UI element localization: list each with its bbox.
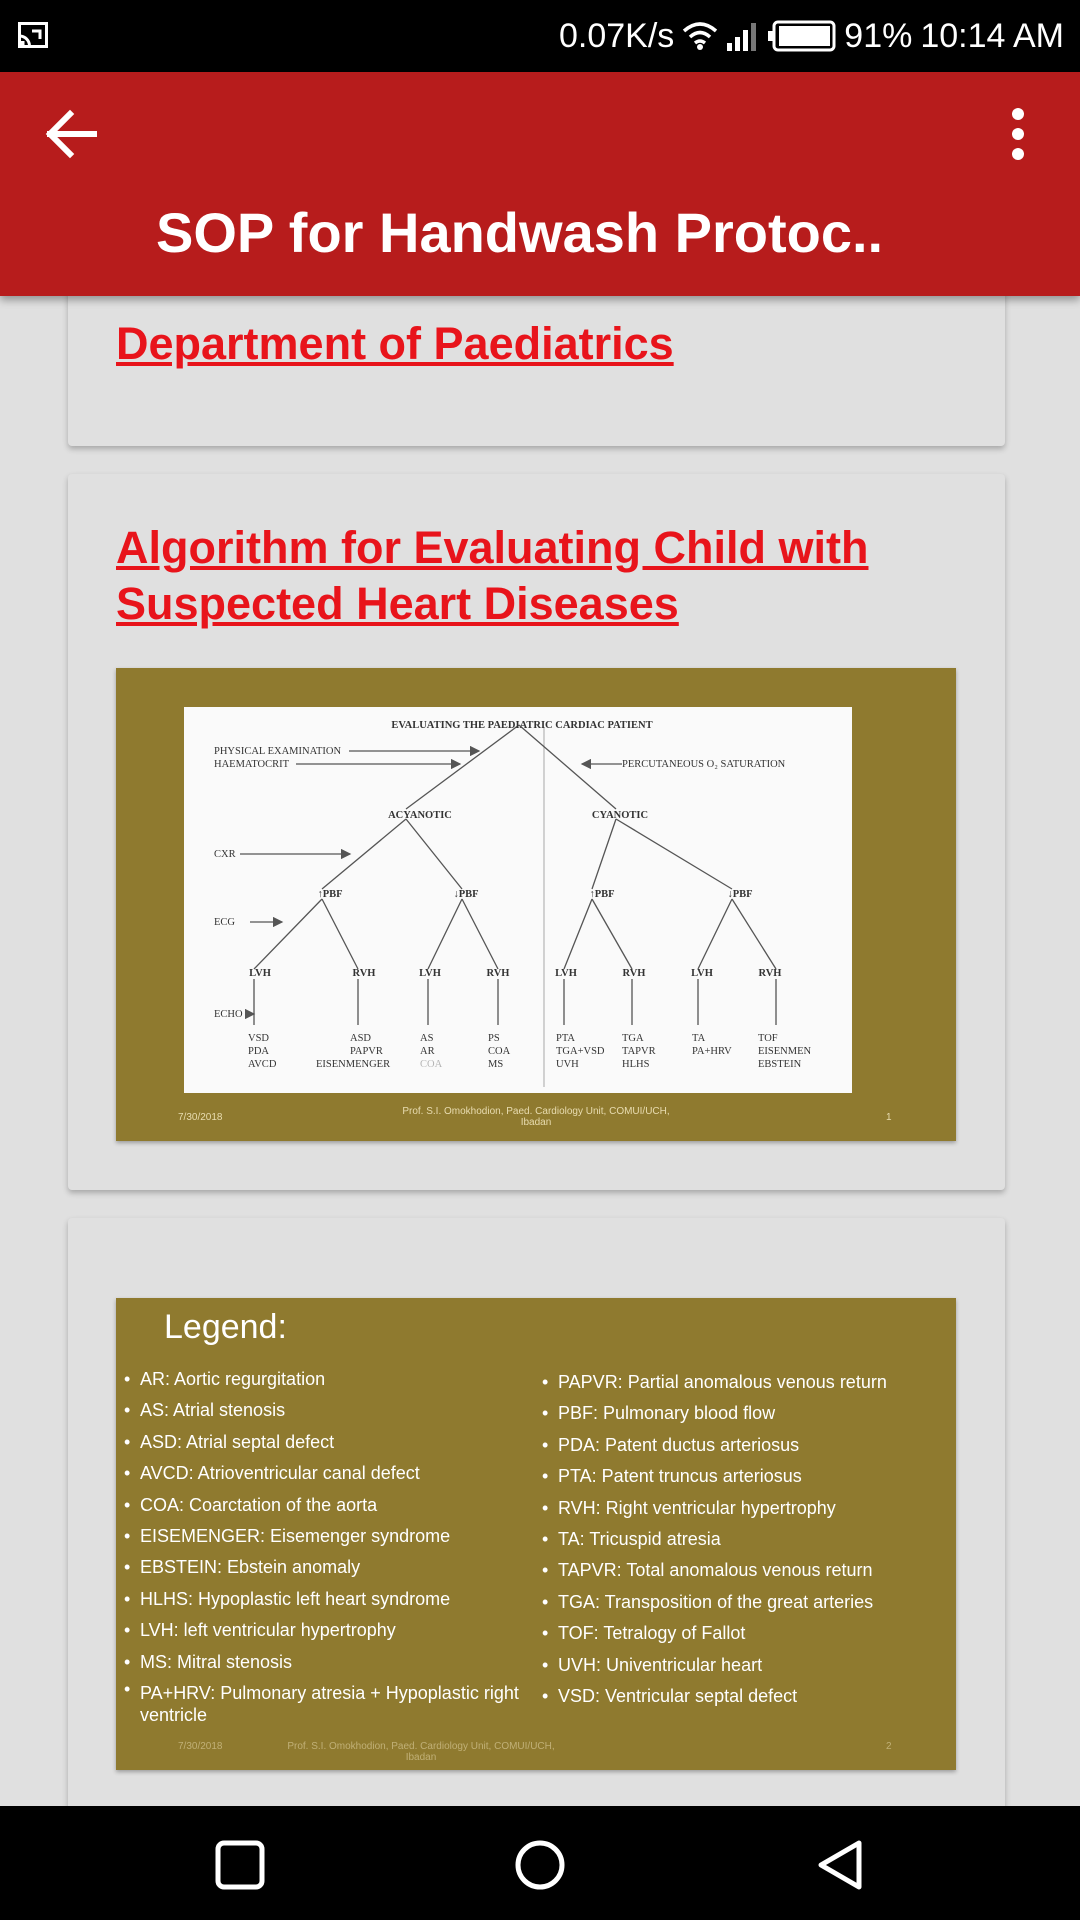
slide-footer-date: 7/30/2018 <box>178 1112 223 1123</box>
diagram-node-cyanotic: CYANOTIC <box>591 810 649 821</box>
diagnosis-item: PTA <box>556 1033 575 1044</box>
legend-item: • RVH: Right ventricular hypertrophy <box>542 1493 947 1524</box>
content-area[interactable] <box>0 296 1080 1806</box>
diagnosis-item: EISENMENGER <box>316 1059 391 1070</box>
home-icon[interactable] <box>513 1838 567 1892</box>
legend-item: • VSD: Ventricular septal defect <box>542 1681 947 1712</box>
legend-item: • UVH: Univentricular heart <box>542 1650 947 1681</box>
diagnosis-item: PA+HRV <box>692 1046 732 1057</box>
diagnosis-item: TGA <box>622 1033 644 1044</box>
diagram-leaf: RVH <box>352 968 376 979</box>
legend-item: • LVH: left ventricular hypertrophy <box>124 1615 539 1646</box>
diagram-leaf: LVH <box>249 968 271 979</box>
page-title: SOP for Handwash Protoc.. <box>156 201 884 264</box>
battery-icon <box>768 20 836 52</box>
legend-item: • TOF: Tetralogy of Fallot <box>542 1618 947 1649</box>
cast-icon <box>18 22 48 48</box>
diagram-label-haematocrit: HAEMATOCRIT <box>214 759 290 770</box>
diagnosis-item: PAPVR <box>350 1046 383 1057</box>
diagram-slide[interactable] <box>116 668 956 1141</box>
legend-item: • PTA: Patent truncus arteriosus <box>542 1461 947 1492</box>
legend-slide[interactable] <box>116 1298 956 1770</box>
legend-item: • PBF: Pulmonary blood flow <box>542 1398 947 1429</box>
diagnosis-item: HLHS <box>622 1059 650 1070</box>
slide-footer-page: 2 <box>886 1741 892 1752</box>
algorithm-card <box>68 474 1005 1190</box>
back-triangle-icon[interactable] <box>813 1838 867 1892</box>
slide-footer-author <box>386 1106 686 1128</box>
diagram-label-ecg: ECG <box>214 917 235 928</box>
algorithm-heading[interactable]: Algorithm for Evaluating Child with Suspected Heart Diseases <box>116 522 869 629</box>
network-speed: 0.07K/s <box>558 16 675 55</box>
legend-card <box>68 1218 1005 1806</box>
diagram-node-pbf-down: ↓PBF <box>453 889 479 900</box>
navigation-bar <box>0 1806 1080 1920</box>
department-card <box>68 296 1005 446</box>
legend-list-left <box>124 1364 539 1726</box>
department-heading[interactable]: Department of Paediatrics <box>116 318 674 369</box>
legend-item: • PA+HRV: Pulmonary atresia + Hypoplastic right ventricle <box>124 1678 539 1726</box>
legend-item: • PAPVR: Partial anomalous venous return <box>542 1367 947 1398</box>
diagnosis-item: TGA+VSD <box>556 1046 605 1057</box>
diagnosis-item: TOF <box>758 1033 778 1044</box>
battery-percent: 91% <box>844 16 913 55</box>
diagram-node-pbf-up: ↑PBF <box>589 889 615 900</box>
slide-footer-author <box>286 1741 556 1763</box>
diagnosis-item: UVH <box>556 1059 579 1070</box>
diagnosis-item: PDA <box>248 1046 270 1057</box>
diagnosis-item: ASD <box>350 1033 372 1044</box>
slide-footer-author-line: Ibadan <box>405 1752 437 1763</box>
legend-list-right <box>542 1367 947 1712</box>
status-bar <box>0 0 1080 72</box>
diagram-node-pbf-up: ↑PBF <box>317 889 343 900</box>
diagram-label-o2-saturation: PERCUTANEOUS O₂ SATURATION <box>622 759 786 770</box>
diagram-node-pbf-down: ↓PBF <box>727 889 753 900</box>
diagnosis-item: COA <box>420 1059 443 1070</box>
cardiac-algorithm-diagram <box>184 707 852 1093</box>
legend-item: • AVCD: Atrioventricular canal defect <box>124 1458 539 1489</box>
signal-icon <box>726 21 760 51</box>
legend-item: • EBSTEIN: Ebstein anomaly <box>124 1552 539 1583</box>
legend-item: • TGA: Transposition of the great arteries <box>542 1587 947 1618</box>
diagram-leaf: LVH <box>419 968 441 979</box>
diagnosis-item: AR <box>420 1046 435 1057</box>
legend-item: • EISEMENGER: Eisemenger syndrome <box>124 1521 539 1552</box>
legend-item: • AR: Aortic regurgitation <box>124 1364 539 1395</box>
slide-footer-author-line: Ibadan <box>520 1117 552 1128</box>
diagnosis-item: MS <box>488 1059 504 1070</box>
more-vert-icon[interactable] <box>986 102 1050 166</box>
slide-footer-author-line: Prof. S.I. Omokhodion, Paed. Cardiology Unit, COMUI/UCH, <box>287 1741 555 1752</box>
diagram-label-cxr: CXR <box>214 849 236 860</box>
diagnosis-item: PS <box>488 1033 500 1044</box>
diagram-label-echo: ECHO <box>214 1009 243 1020</box>
slide-footer-page: 1 <box>886 1112 892 1123</box>
legend-item: • TAPVR: Total anomalous venous return <box>542 1555 947 1586</box>
wifi-icon <box>682 21 718 51</box>
slide-footer-date: 7/30/2018 <box>178 1741 223 1752</box>
diagnosis-item: TA <box>692 1033 706 1044</box>
diagnosis-item: COA <box>488 1046 511 1057</box>
diagram-leaf: RVH <box>622 968 646 979</box>
diagram-leaf: RVH <box>758 968 782 979</box>
legend-item: • ASD: Atrial septal defect <box>124 1427 539 1458</box>
diagnosis-item: AVCD <box>248 1059 277 1070</box>
diagnosis-item: EBSTEIN <box>758 1059 802 1070</box>
legend-item: • AS: Atrial stenosis <box>124 1395 539 1426</box>
diagnosis-item: TAPVR <box>622 1046 656 1057</box>
diagram-leaf: RVH <box>486 968 510 979</box>
legend-item: • PDA: Patent ductus arteriosus <box>542 1430 947 1461</box>
diagnosis-item: AS <box>420 1033 434 1044</box>
legend-item: • HLHS: Hypoplastic left heart syndrome <box>124 1584 539 1615</box>
app-bar <box>0 72 1080 296</box>
diagram-leaf: LVH <box>691 968 713 979</box>
legend-item: • MS: Mitral stenosis <box>124 1647 539 1678</box>
recent-apps-icon[interactable] <box>213 1838 267 1892</box>
legend-item: • COA: Coarctation of the aorta <box>124 1490 539 1521</box>
diagram-node-acyanotic: ACYANOTIC <box>388 810 452 821</box>
legend-title: Legend: <box>164 1308 287 1346</box>
slide-footer-author-line: Prof. S.I. Omokhodion, Paed. Cardiology Unit, COMUI/UCH, <box>402 1106 670 1117</box>
clock: 10:14 AM <box>920 16 1064 55</box>
diagram-label-physical-exam: PHYSICAL EXAMINATION <box>214 746 342 757</box>
diagnosis-item: EISENMEN <box>758 1046 812 1057</box>
legend-item: • TA: Tricuspid atresia <box>542 1524 947 1555</box>
diagram-title: EVALUATING THE PAEDIATRIC CARDIAC PATIENT <box>391 720 653 731</box>
arrow-left-icon[interactable] <box>40 102 104 166</box>
diagram-leaf: LVH <box>555 968 577 979</box>
diagnosis-item: VSD <box>248 1033 270 1044</box>
